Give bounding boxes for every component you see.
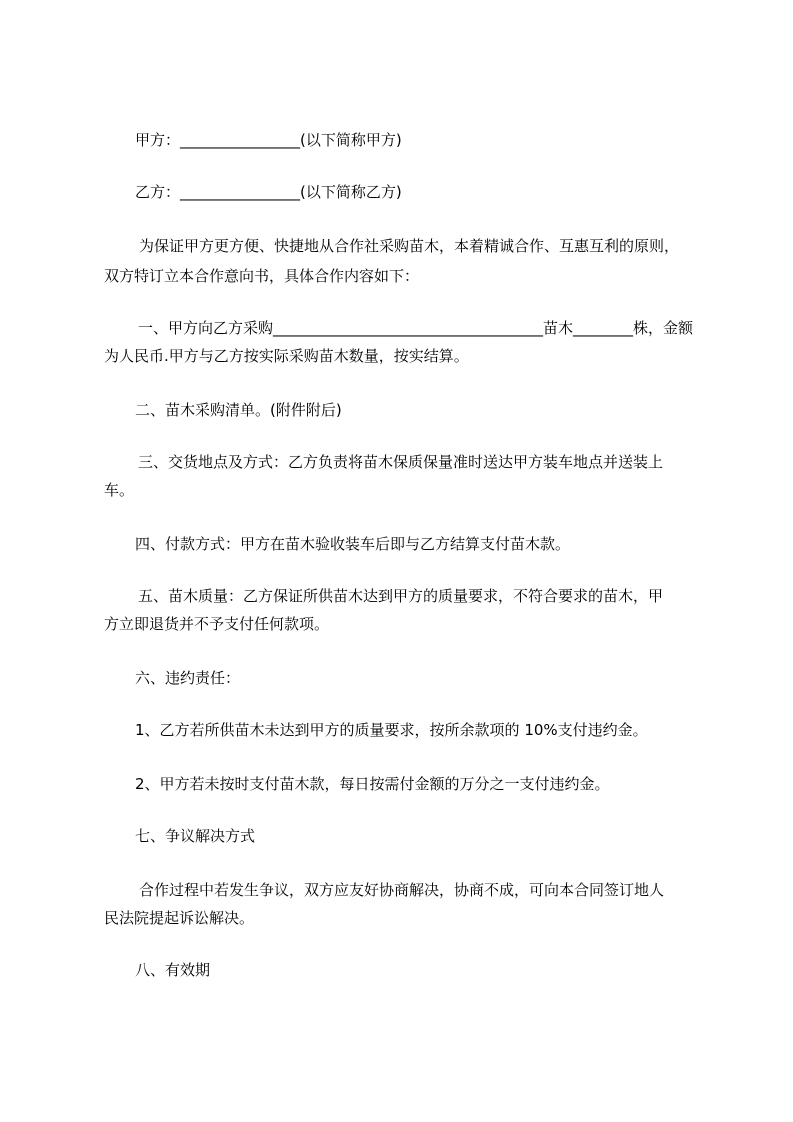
party-a-line: 甲方：________________(以下简称甲方) — [135, 131, 402, 149]
clause-5-line-1: 五、苗木质量：乙方保证所供苗木达到甲方的质量要求，不符合要求的苗木，甲 — [138, 587, 664, 605]
clause-6-item-1: 1、乙方若所供苗木未达到甲方的质量要求，按所余款项的 10%支付违约金。 — [135, 721, 648, 739]
clause-5-line-2: 方立即退货并不予支付任何款项。 — [104, 615, 330, 633]
clause-3-line-1: 三、交货地点及方式：乙方负责将苗木保质保量准时送达甲方装车地点并送装上 — [138, 453, 664, 471]
clause-8-title: 八、有效期 — [135, 961, 211, 979]
party-b-line: 乙方：________________(以下简称乙方) — [135, 183, 402, 201]
clause-1-line-1: 一、甲方向乙方采购____________________________________苗木________株，金额 — [138, 319, 694, 337]
intro-line-2: 双方特订立本合作意向书，具体合作内容如下： — [104, 267, 420, 285]
clause-3-line-2: 车。 — [104, 481, 135, 499]
clause-6-item-2: 2、甲方若未按时支付苗木款，每日按需付金额的万分之一支付违约金。 — [135, 775, 610, 793]
clause-7-title: 七、争议解决方式 — [135, 827, 256, 845]
clause-2: 二、苗木采购清单。(附件附后) — [135, 401, 342, 419]
clause-1-line-2: 为人民币.甲方与乙方按实际采购苗木数量，按实结算。 — [104, 347, 469, 365]
clause-6-title: 六、违约责任： — [135, 669, 241, 687]
clause-7-body-line-1: 合作过程中若发生争议，双方应友好协商解决，协商不成，可向本合同签订地人 — [139, 881, 665, 899]
clause-4: 四、付款方式：甲方在苗木验收装车后即与乙方结算支付苗木款。 — [135, 535, 571, 553]
intro-line-1: 为保证甲方更方便、快捷地从合作社采购苗木，本着精诚合作、互惠互利的原则， — [139, 237, 680, 255]
clause-7-body-line-2: 民法院提起诉讼解决。 — [104, 909, 255, 927]
